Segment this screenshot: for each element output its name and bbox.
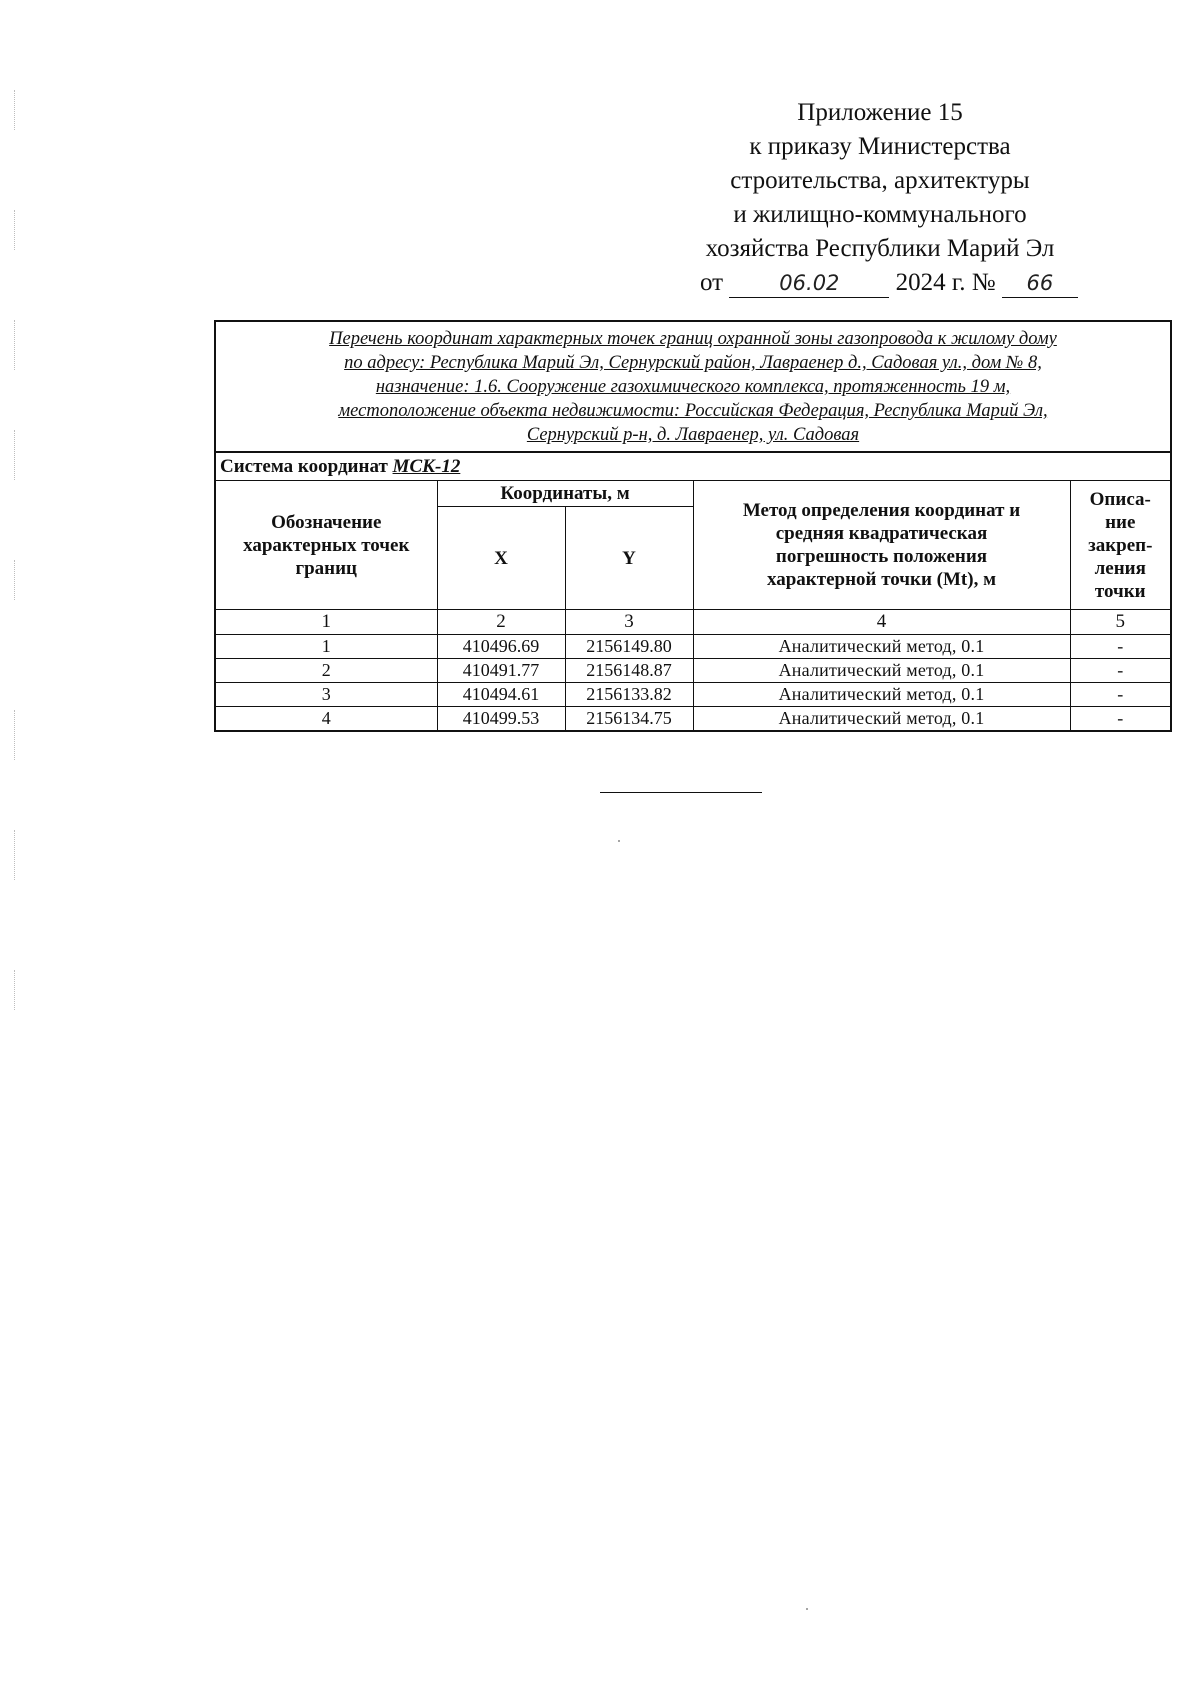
order-date-number-line [700, 266, 1060, 300]
caption-line: назначение: 1.6. Сооружение газохимического комплекса, протяженность 19 м, [375, 377, 1011, 397]
y-cell: 2156133.82 [565, 683, 693, 707]
y-cell: 2156149.80 [565, 635, 693, 659]
table-caption [215, 321, 1171, 452]
column-number-row [215, 610, 1171, 635]
point-cell: 1 [215, 635, 437, 659]
header-point-designation: Обозначение характерных точек границ [215, 481, 437, 610]
table-row [215, 683, 1171, 707]
y-cell: 2156148.87 [565, 659, 693, 683]
ministry-line-3: хозяйства Республики Марий Эл [705, 235, 1055, 262]
handwritten-order-number: 66 [1002, 269, 1078, 298]
column-number: 2 [437, 610, 565, 635]
coordinate-system-label: Система координат [220, 455, 388, 477]
appendix-header [700, 96, 1060, 300]
point-cell: 3 [215, 683, 437, 707]
coordinates-table [214, 320, 1172, 732]
header-description: Описа- ние закреп- ления точки [1070, 481, 1171, 610]
scan-speck [806, 1608, 808, 1610]
table-row [215, 635, 1171, 659]
x-cell: 410496.69 [437, 635, 565, 659]
caption-line: Сернурский р-н, д. Лавраенер, ул. Садовая [526, 425, 860, 445]
header-coordinates: Координаты, м [437, 481, 693, 507]
description-cell: - [1070, 635, 1171, 659]
x-cell: 410499.53 [437, 707, 565, 732]
coordinate-system-row [215, 452, 1171, 481]
column-number: 3 [565, 610, 693, 635]
caption-line: по адресу: Республика Марий Эл, Сернурский район, Лавраенер д., Садовая ул., дом № 8, [344, 353, 1042, 373]
handwritten-date: 06.02 [729, 269, 889, 298]
coordinate-system-name: МСК-12 [392, 455, 461, 477]
year-number-label: 2024 г. № [895, 269, 996, 296]
x-cell: 410491.77 [437, 659, 565, 683]
description-cell: - [1070, 659, 1171, 683]
order-reference-line: к приказу Министерства [749, 133, 1011, 160]
method-cell: Аналитический метод, 0.1 [693, 635, 1070, 659]
ministry-line-2: и жилищно-коммунального [733, 201, 1027, 228]
point-cell: 2 [215, 659, 437, 683]
method-cell: Аналитический метод, 0.1 [693, 707, 1070, 732]
column-number: 1 [215, 610, 437, 635]
from-prefix: от [700, 269, 724, 296]
method-cell: Аналитический метод, 0.1 [693, 659, 1070, 683]
end-of-document-rule [600, 792, 762, 793]
y-cell: 2156134.75 [565, 707, 693, 732]
point-cell: 4 [215, 707, 437, 732]
column-number: 5 [1070, 610, 1171, 635]
table-row [215, 659, 1171, 683]
description-cell: - [1070, 707, 1171, 732]
ministry-line-1: строительства, архитектуры [730, 167, 1030, 194]
scan-speck [618, 840, 620, 842]
appendix-title: Приложение 15 [797, 99, 963, 126]
header-x: X [437, 507, 565, 610]
header-method: Метод определения координат и средняя квадратическая погрешность положения характерной точки (Mt), м [693, 481, 1070, 610]
table-row [215, 707, 1171, 732]
x-cell: 410494.61 [437, 683, 565, 707]
caption-line: местоположение объекта недвижимости: Российская Федерация, Республика Марий Эл, [338, 401, 1048, 421]
description-cell: - [1070, 683, 1171, 707]
scan-edge-marks [14, 90, 20, 1090]
caption-line: Перечень координат характерных точек границ охранной зоны газопровода к жилому дому [329, 329, 1057, 349]
column-number: 4 [693, 610, 1070, 635]
header-y: Y [565, 507, 693, 610]
method-cell: Аналитический метод, 0.1 [693, 683, 1070, 707]
